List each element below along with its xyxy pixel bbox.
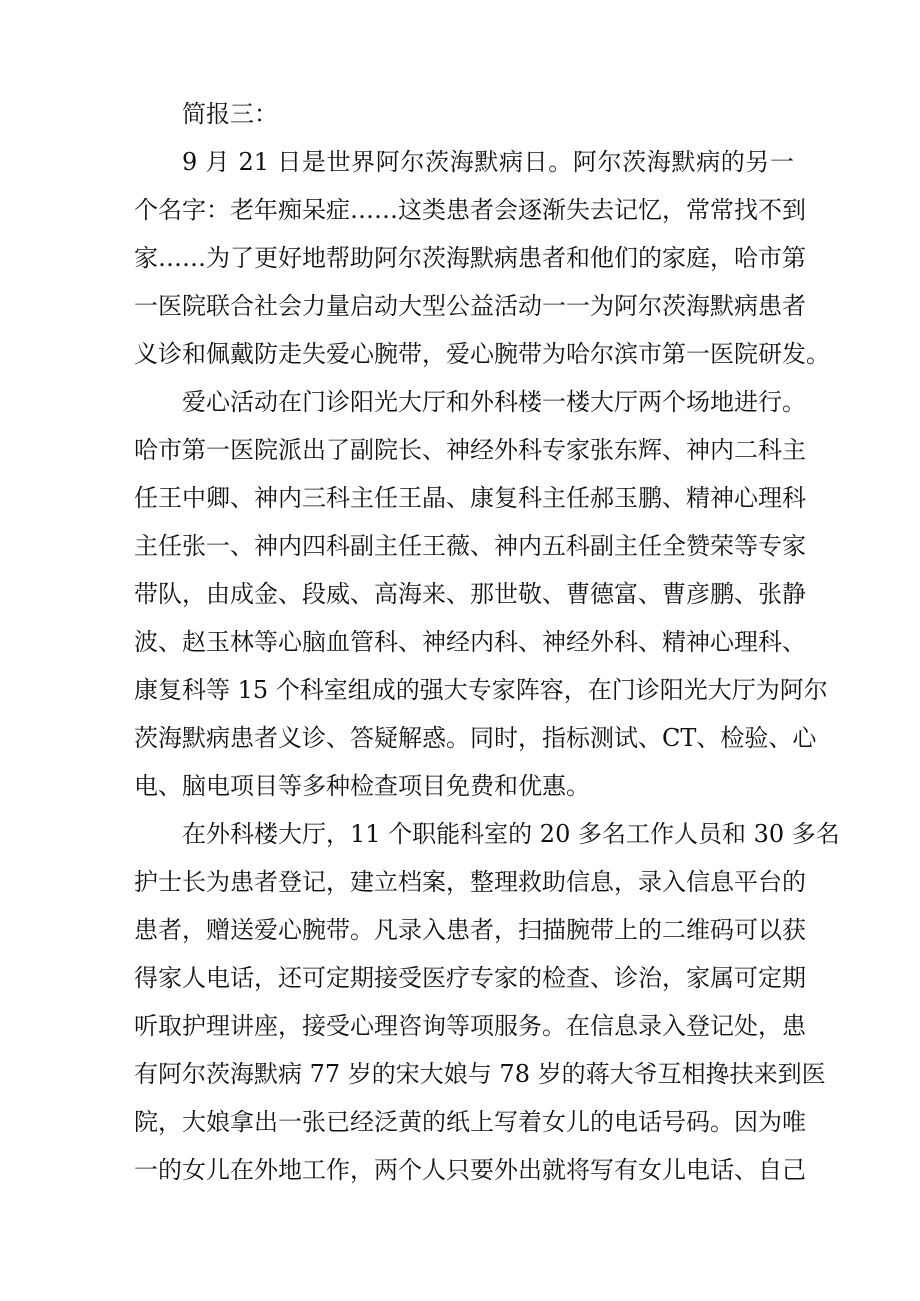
paragraph-1-line-5: 义诊和佩戴防走失爱心腕带，爱心腕带为哈尔滨市第一医院研发。 (134, 340, 830, 368)
paragraph-2-line-4: 主任张一、神内四科副主任王薇、神内五科副主任全赞荣等专家 (134, 532, 806, 560)
paragraph-3-line-8: 一的女儿在外地工作，两个人只要外出就将写有女儿电话、自己 (134, 1156, 806, 1184)
paragraph-3-line-7: 院，大娘拿出一张已经泛黄的纸上写着女儿的电话号码。因为唯 (134, 1108, 806, 1136)
paragraph-3-line-5: 听取护理讲座，接受心理咨询等项服务。在信息录入登记处，患 (134, 1012, 806, 1040)
paragraph-1-line-4: 一医院联合社会力量启动大型公益活动一一为阿尔茨海默病患者 (134, 292, 806, 320)
paragraph-2-line-7: 康复科等 15 个科室组成的强大专家阵容，在门诊阳光大厅为阿尔 (134, 676, 828, 704)
section-heading: 简报三： (182, 100, 278, 128)
paragraph-2-line-9: 电、脑电项目等多种检查项目免费和优惠。 (134, 772, 590, 800)
paragraph-2-line-2: 哈市第一医院派出了副院长、神经外科专家张东辉、神内二科主 (134, 436, 806, 464)
paragraph-3-line-2: 护士长为患者登记，建立档案，整理救助信息，录入信息平台的 (134, 868, 806, 896)
paragraph-3-line-4: 得家人电话，还可定期接受医疗专家的检查、诊治，家属可定期 (134, 964, 806, 992)
paragraph-2-line-3: 任王中卿、神内三科主任王晶、康复科主任郝玉鹏、精神心理科 (134, 484, 806, 512)
paragraph-2-line-1: 爱心活动在门诊阳光大厅和外科楼一楼大厅两个场地进行。 (182, 388, 806, 416)
paragraph-3-line-3: 患者，赠送爱心腕带。凡录入患者，扫描腕带上的二维码可以获 (134, 916, 806, 944)
paragraph-2-line-5: 带队，由成金、段威、高海来、那世敬、曹德富、曹彦鹏、张静 (134, 580, 806, 608)
paragraph-3-line-1: 在外科楼大厅，11 个职能科室的 20 多名工作人员和 30 多名 (182, 820, 840, 848)
paragraph-2-line-8: 茨海默病患者义诊、答疑解惑。同时，指标测试、CT、检验、心 (134, 724, 817, 752)
paragraph-1-line-2: 个名字：老年痴呆症……这类患者会逐渐失去记忆，常常找不到 (134, 196, 806, 224)
paragraph-2-line-6: 波、赵玉林等心脑血管科、神经内科、神经外科、精神心理科、 (134, 628, 806, 656)
paragraph-3-line-6: 有阿尔茨海默病 77 岁的宋大娘与 78 岁的蒋大爷互相搀扶来到医 (134, 1060, 826, 1088)
paragraph-1-line-3: 家……为了更好地帮助阿尔茨海默病患者和他们的家庭，哈市第 (134, 244, 806, 272)
paragraph-1-line-1: 9 月 21 日是世界阿尔茨海默病日。阿尔茨海默病的另一 (182, 148, 794, 176)
